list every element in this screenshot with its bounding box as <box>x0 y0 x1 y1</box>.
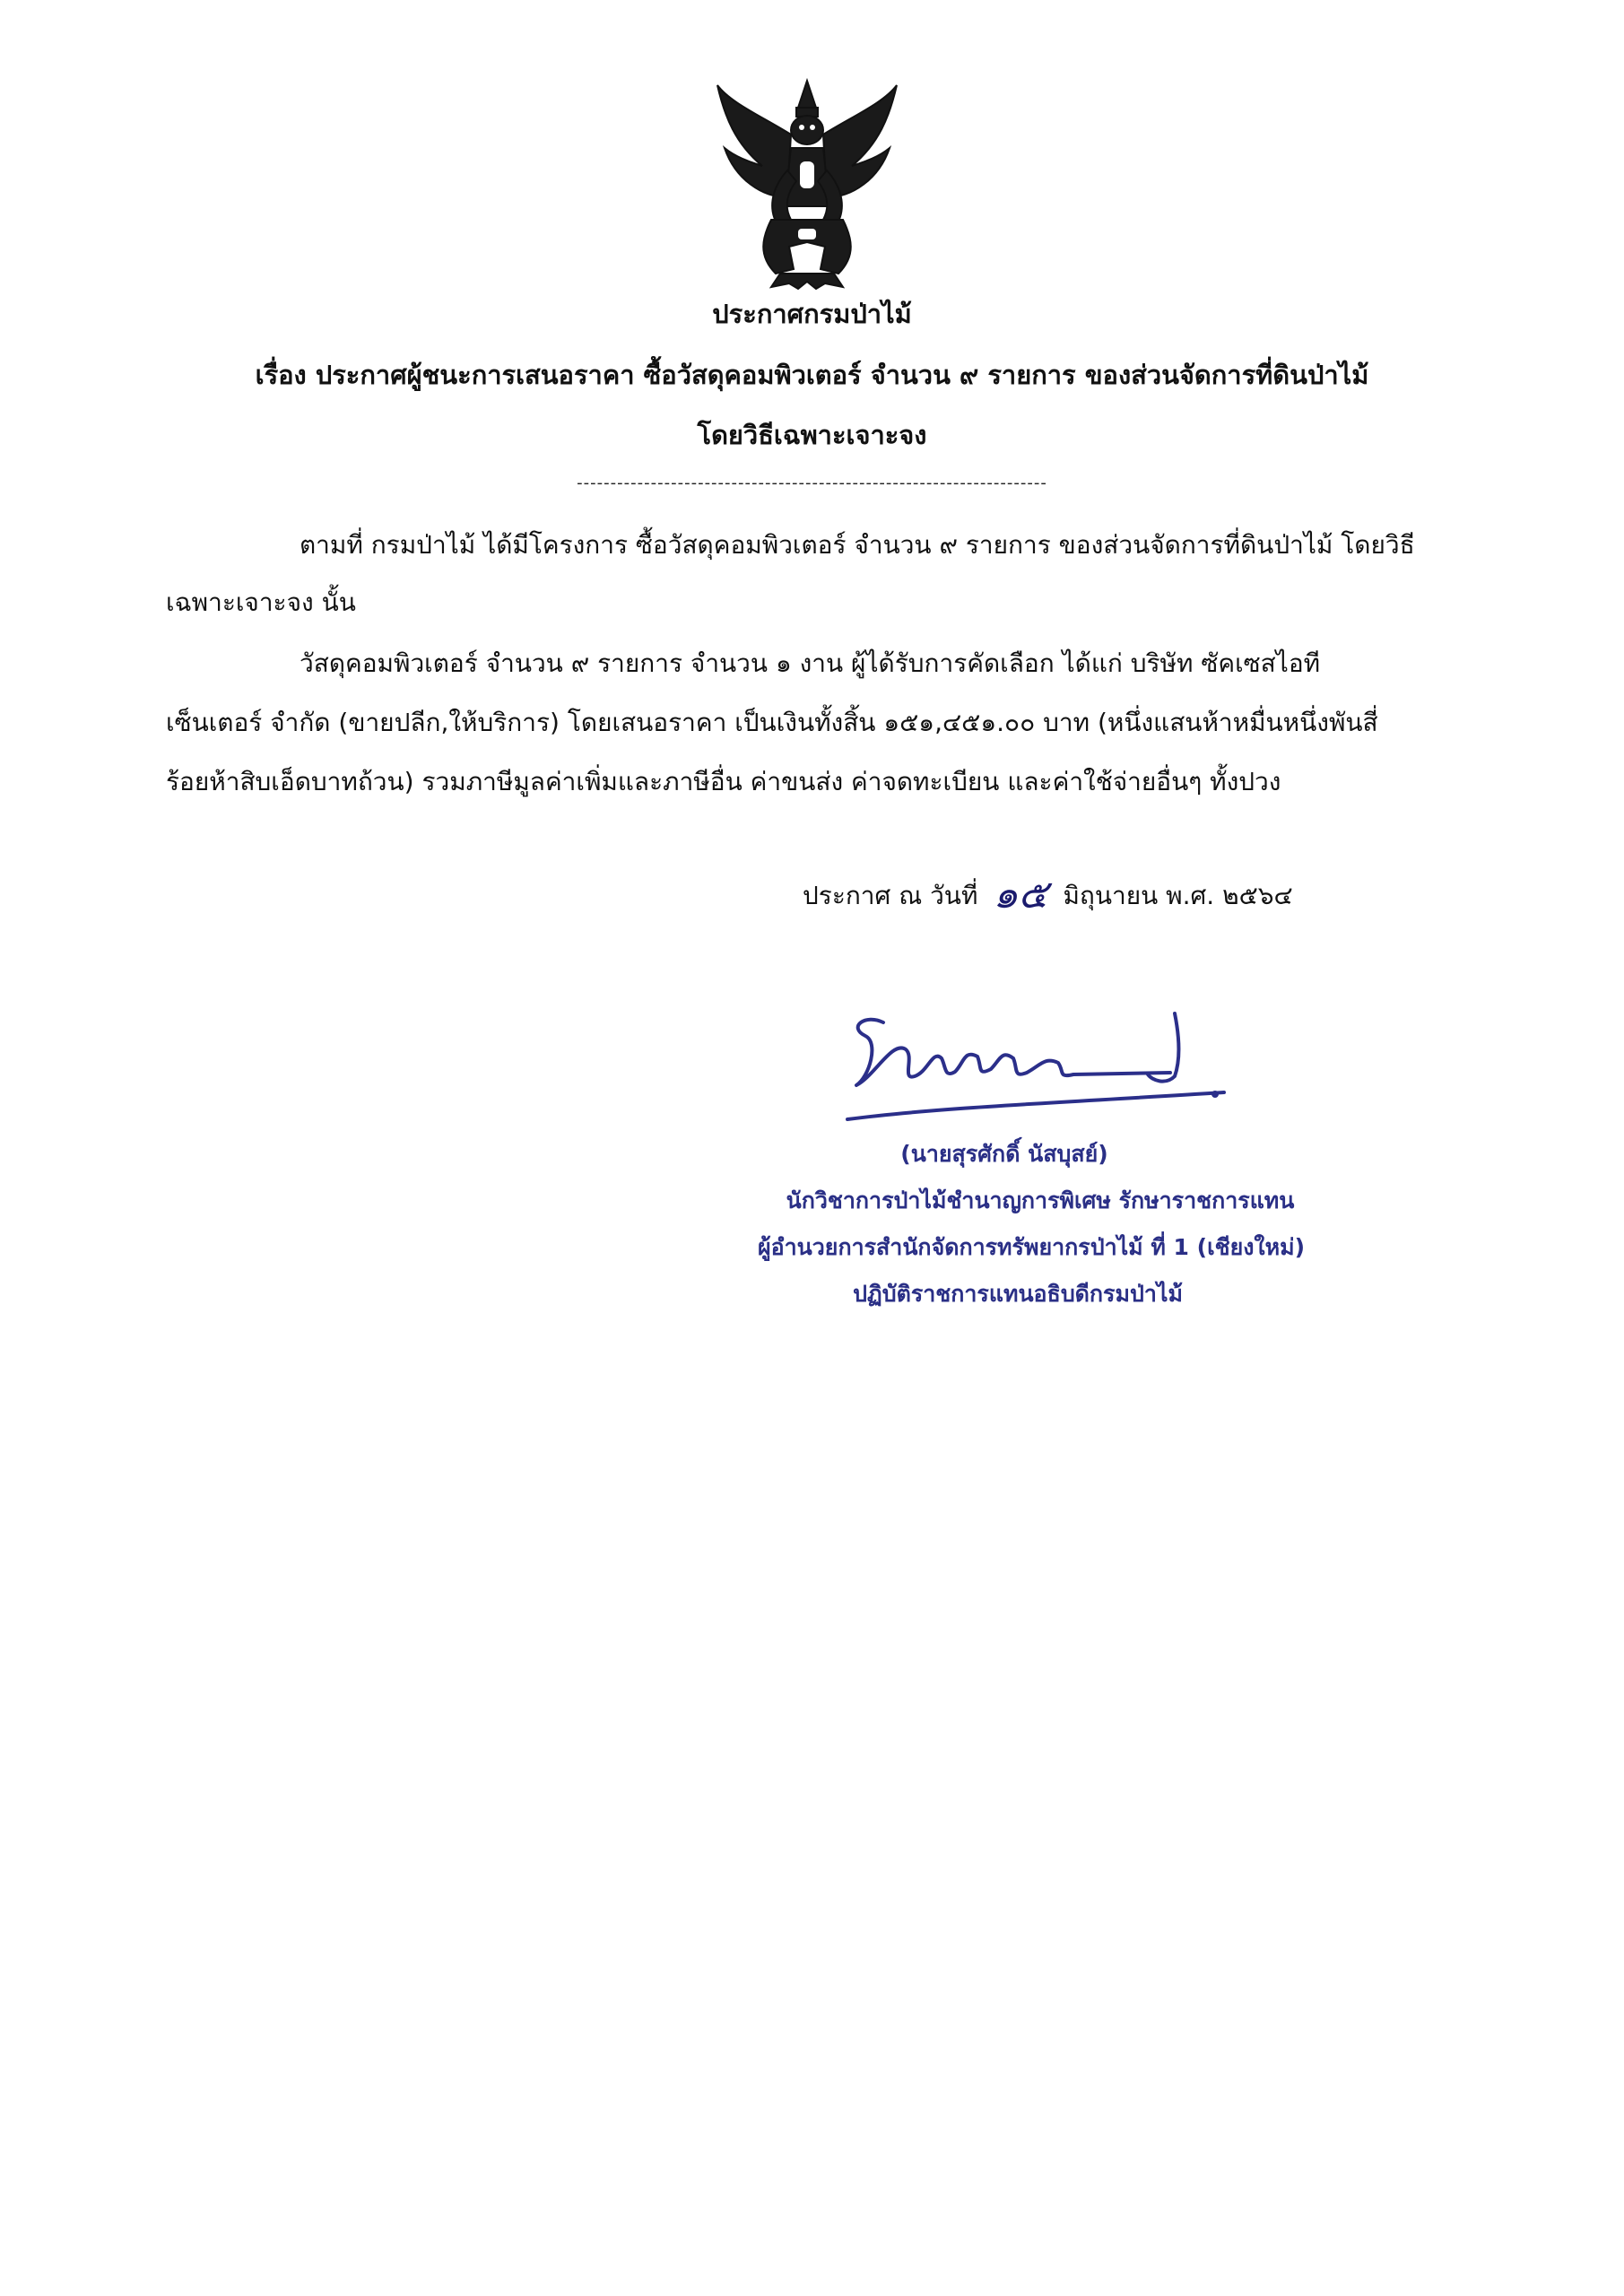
garuda-emblem-icon <box>708 63 906 291</box>
subject-line-1: เรื่อง ประกาศผู้ชนะการเสนอราคา ซื้อวัสดุคอมพิวเตอร์ จำนวน ๙ รายการ ของส่วนจัดการที่ดินป่าไม้ <box>255 360 1369 390</box>
paragraph-1-line-2: เฉพาะเจาะจง นั้น <box>166 587 356 617</box>
signatory-position-3: ปฏิบัติราชการแทนอธิบดีกรมป่าไม้ <box>853 1281 1183 1307</box>
paragraph-2-line-1: วัสดุคอมพิวเตอร์ จำนวน ๙ รายการ จำนวน ๑ งาน ผู้ได้รับการคัดเลือก ได้แก่ บริษัท ซัคเซสไอที <box>300 648 1321 678</box>
divider-line: ---------------------------------------------------------------------- <box>577 474 1047 492</box>
handwritten-signature <box>829 987 1229 1130</box>
document-title: ประกาศกรมป่าไม้ <box>712 299 912 329</box>
paragraph-2-line-2: เซ็นเตอร์ จำกัด (ขายปลีก,ให้บริการ) โดยเสนอราคา เป็นเงินทั้งสิ้น ๑๕๑,๔๕๑.๐๐ บาท (หนึ่งแสนห้าหมื่นหนึ่งพันสี่ <box>166 708 1378 737</box>
signatory-position-2: ผู้อำนวยการสำนักจัดการทรัพยากรป่าไม้ ที่ 1 (เชียงใหม่) <box>757 1234 1306 1260</box>
date-prefix: ประกาศ ณ วันที่ <box>803 881 978 910</box>
announcement-date <box>803 872 1293 918</box>
date-day: ๑๕ <box>993 872 1048 918</box>
subject-line-2: โดยวิธีเฉพาะเจาะจง <box>697 420 927 450</box>
signatory-name: (นายสุรศักดิ์ นัสบุสย์) <box>900 1141 1108 1167</box>
paragraph-2-line-3: ร้อยห้าสิบเอ็ดบาทถ้วน) รวมภาษีมูลค่าเพิ่มและภาษีอื่น ค่าขนส่ง ค่าจดทะเบียน และค่าใช้จ่ายอื่นๆ ทั้งปวง <box>166 767 1281 796</box>
date-month-year: มิถุนายน พ.ศ. ๒๕๖๔ <box>1063 881 1293 910</box>
paragraph-1-line-1: ตามที่ กรมป่าไม้ ได้มีโครงการ ซื้อวัสดุคอมพิวเตอร์ จำนวน ๙ รายการ ของส่วนจัดการที่ดินป่าไม้ โดยวิธี <box>300 530 1415 560</box>
signatory-position-1: นักวิชาการป่าไม้ชำนาญการพิเศษ รักษาราชการแทน <box>786 1187 1295 1213</box>
